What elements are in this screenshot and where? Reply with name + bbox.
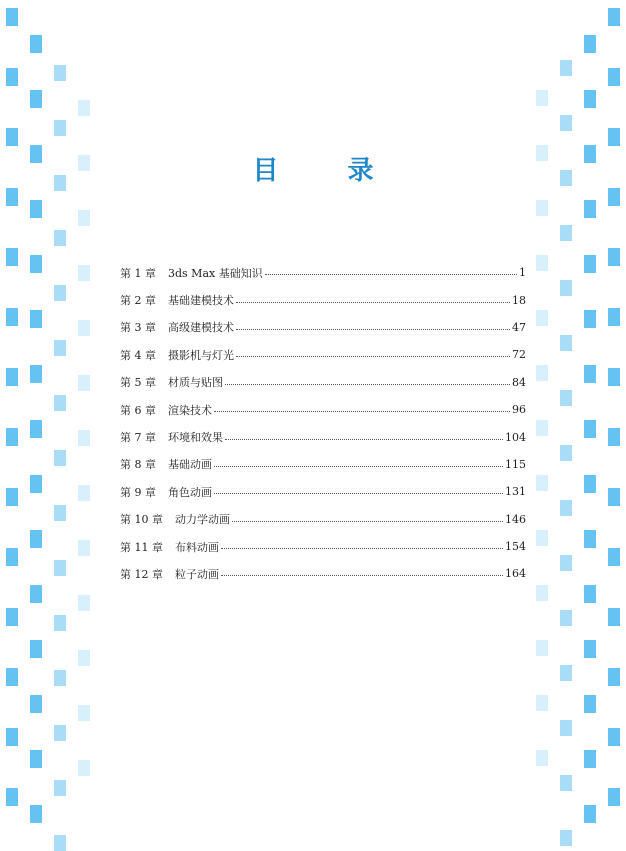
- toc-chapter-title: 环境和效果: [168, 431, 223, 445]
- decor-square: [536, 255, 548, 271]
- decor-square: [608, 68, 620, 86]
- toc-page-number: 1: [519, 266, 526, 280]
- toc-chapter-title: 动力学动画: [175, 513, 230, 527]
- decor-square: [560, 555, 572, 571]
- toc-leader-dots: [265, 274, 517, 275]
- decor-square: [608, 308, 620, 326]
- decor-square: [584, 35, 596, 53]
- toc-chapter-number: 第 4 章: [120, 348, 156, 362]
- decor-square: [78, 485, 90, 501]
- table-of-contents: [120, 259, 526, 588]
- decor-square: [30, 585, 42, 603]
- decor-square: [54, 230, 66, 246]
- decor-square: [54, 780, 66, 796]
- decor-square: [560, 60, 572, 76]
- decor-square: [78, 375, 90, 391]
- decor-square: [6, 668, 18, 686]
- toc-page-number: 164: [505, 567, 526, 581]
- toc-leader-dots: [214, 493, 503, 494]
- decor-square: [30, 255, 42, 273]
- decor-square: [30, 90, 42, 108]
- decor-square: [78, 595, 90, 611]
- decor-square: [608, 368, 620, 386]
- decor-square: [584, 365, 596, 383]
- toc-page-number: 104: [505, 430, 526, 444]
- toc-chapter-number: 第 11 章: [120, 540, 163, 554]
- decor-square: [6, 8, 18, 26]
- decor-square: [536, 530, 548, 546]
- toc-leader-dots: [214, 411, 510, 412]
- decor-square: [54, 395, 66, 411]
- toc-entry: [120, 286, 526, 313]
- decor-square: [54, 725, 66, 741]
- toc-chapter-title: 角色动画: [168, 485, 212, 499]
- toc-leader-dots: [232, 521, 503, 522]
- decor-square: [536, 420, 548, 436]
- toc-page-number: 154: [505, 540, 526, 554]
- decor-square: [6, 488, 18, 506]
- toc-leader-dots: [236, 329, 510, 330]
- decor-square: [584, 805, 596, 823]
- decor-square: [608, 788, 620, 806]
- page-title: 目 录: [252, 156, 404, 186]
- decor-square: [54, 120, 66, 136]
- decor-square: [536, 640, 548, 656]
- toc-chapter-number: 第 5 章: [120, 376, 156, 390]
- decor-square: [54, 65, 66, 81]
- decor-square: [584, 750, 596, 768]
- decor-square: [54, 615, 66, 631]
- toc-entry: [120, 478, 526, 505]
- decor-square: [30, 420, 42, 438]
- toc-entry: [120, 451, 526, 478]
- toc-chapter-title: 渲染技术: [168, 403, 212, 417]
- decor-square: [6, 68, 18, 86]
- toc-chapter-title: 材质与贴图: [168, 376, 223, 390]
- decor-square: [560, 225, 572, 241]
- toc-leader-dots: [236, 302, 510, 303]
- toc-chapter-title: 基础建模技术: [168, 294, 234, 308]
- decor-square: [6, 248, 18, 266]
- toc-entry: [120, 506, 526, 533]
- toc-chapter-number: 第 10 章: [120, 513, 163, 527]
- decor-square: [78, 430, 90, 446]
- decor-square: [536, 365, 548, 381]
- decor-square: [560, 665, 572, 681]
- decor-square: [6, 548, 18, 566]
- toc-page-number: 96: [512, 403, 526, 417]
- decor-square: [30, 530, 42, 548]
- toc-entry: [120, 341, 526, 368]
- toc-entry: [120, 560, 526, 587]
- decor-square: [584, 530, 596, 548]
- decor-square: [536, 200, 548, 216]
- decor-square: [536, 585, 548, 601]
- toc-entry: [120, 259, 526, 286]
- toc-entry: [120, 423, 526, 450]
- decor-square: [560, 280, 572, 296]
- toc-page-number: 84: [512, 375, 526, 389]
- toc-page-number: 146: [505, 512, 526, 526]
- decor-square: [54, 670, 66, 686]
- decor-square: [536, 750, 548, 766]
- toc-leader-dots: [225, 439, 503, 440]
- toc-entry: [120, 533, 526, 560]
- decor-square: [78, 760, 90, 776]
- decor-square: [608, 8, 620, 26]
- decor-square: [584, 640, 596, 658]
- decor-square: [30, 805, 42, 823]
- decor-square: [30, 365, 42, 383]
- decor-square: [560, 720, 572, 736]
- decor-square: [78, 265, 90, 281]
- decor-square: [560, 830, 572, 846]
- decor-square: [536, 475, 548, 491]
- decor-square: [30, 750, 42, 768]
- toc-page-number: 131: [505, 485, 526, 499]
- toc-chapter-title: 3ds Max 基础知识: [168, 266, 263, 280]
- decor-square: [6, 308, 18, 326]
- decor-square: [54, 505, 66, 521]
- toc-chapter-number: 第 1 章: [120, 266, 156, 280]
- decor-square: [608, 728, 620, 746]
- decor-square: [560, 390, 572, 406]
- decor-square: [560, 115, 572, 131]
- toc-chapter-number: 第 9 章: [120, 485, 156, 499]
- decor-square: [560, 445, 572, 461]
- decor-square: [6, 368, 18, 386]
- decor-square: [30, 475, 42, 493]
- decor-square: [78, 540, 90, 556]
- decor-square: [584, 695, 596, 713]
- decor-square: [608, 128, 620, 146]
- decor-square: [30, 640, 42, 658]
- decor-square: [560, 610, 572, 626]
- decor-square: [608, 488, 620, 506]
- decor-square: [6, 728, 18, 746]
- decor-square: [584, 585, 596, 603]
- decor-square: [608, 668, 620, 686]
- decor-square: [6, 188, 18, 206]
- toc-leader-dots: [221, 548, 503, 549]
- decor-square: [54, 340, 66, 356]
- decor-square: [6, 428, 18, 446]
- toc-chapter-number: 第 3 章: [120, 321, 156, 335]
- toc-leader-dots: [225, 384, 510, 385]
- decor-square: [560, 775, 572, 791]
- toc-chapter-number: 第 8 章: [120, 458, 156, 472]
- toc-chapter-title: 高级建模技术: [168, 321, 234, 335]
- toc-entry: [120, 396, 526, 423]
- toc-chapter-number: 第 7 章: [120, 431, 156, 445]
- decor-square: [608, 608, 620, 626]
- toc-chapter-number: 第 6 章: [120, 403, 156, 417]
- decor-square: [30, 200, 42, 218]
- decor-square: [608, 188, 620, 206]
- toc-entry: [120, 314, 526, 341]
- decor-square: [78, 100, 90, 116]
- decor-square: [536, 695, 548, 711]
- toc-chapter-title: 粒子动画: [175, 567, 219, 581]
- decor-square: [608, 428, 620, 446]
- decor-square: [78, 210, 90, 226]
- toc-entry: [120, 369, 526, 396]
- toc-chapter-number: 第 2 章: [120, 294, 156, 308]
- decor-square: [536, 90, 548, 106]
- decor-square: [54, 835, 66, 851]
- decor-square: [78, 705, 90, 721]
- toc-page-number: 115: [505, 457, 526, 471]
- decor-square: [584, 255, 596, 273]
- decor-square: [6, 608, 18, 626]
- decor-square: [30, 310, 42, 328]
- decor-square: [608, 548, 620, 566]
- decor-square: [78, 320, 90, 336]
- decor-square: [536, 310, 548, 326]
- decor-square: [54, 560, 66, 576]
- decor-square: [584, 310, 596, 328]
- decor-square: [584, 200, 596, 218]
- toc-chapter-title: 摄影机与灯光: [168, 348, 234, 362]
- toc-page-number: 18: [512, 293, 526, 307]
- toc-leader-dots: [214, 466, 503, 467]
- decor-square: [78, 650, 90, 666]
- toc-page-number: 47: [512, 320, 526, 334]
- decor-square: [54, 285, 66, 301]
- decor-square: [560, 500, 572, 516]
- toc-leader-dots: [221, 575, 503, 576]
- decor-square: [6, 788, 18, 806]
- toc-leader-dots: [236, 356, 510, 357]
- toc-chapter-title: 布料动画: [175, 540, 219, 554]
- decor-square: [54, 450, 66, 466]
- toc-page-number: 72: [512, 348, 526, 362]
- decor-square: [584, 475, 596, 493]
- decor-square: [30, 35, 42, 53]
- toc-chapter-title: 基础动画: [168, 458, 212, 472]
- decor-square: [584, 420, 596, 438]
- decor-square: [608, 248, 620, 266]
- decor-square: [30, 695, 42, 713]
- toc-chapter-number: 第 12 章: [120, 567, 163, 581]
- decor-square: [6, 128, 18, 146]
- decor-square: [584, 90, 596, 108]
- decor-square: [560, 335, 572, 351]
